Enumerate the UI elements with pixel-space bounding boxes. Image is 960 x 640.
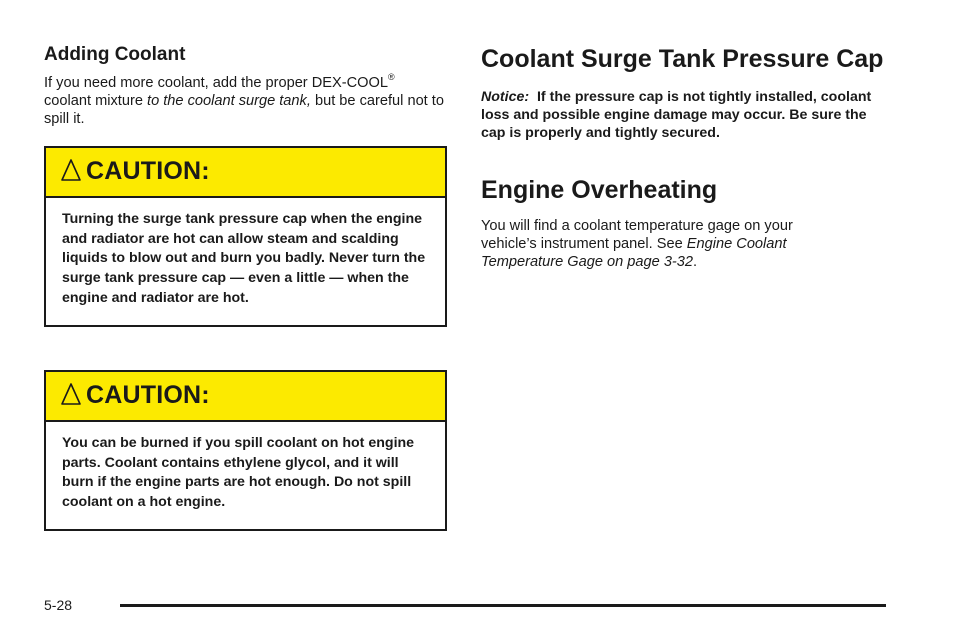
warning-icon bbox=[60, 382, 82, 406]
footer-rule bbox=[120, 604, 886, 607]
caution-title: CAUTION: bbox=[86, 381, 210, 409]
para-italic: to the coolant surge tank, bbox=[147, 93, 311, 109]
para-text: coolant mixture bbox=[44, 93, 148, 109]
registered-mark: ® bbox=[387, 72, 395, 83]
overheating-heading: Engine Overheating bbox=[481, 176, 718, 204]
caution-text: You can be burned if you spill coolant on hot engine parts. Coolant contains ethylene glycol, and it will burn if the engine parts are hot enough. Do not spill coolant on a hot engine. bbox=[62, 435, 415, 511]
surge-tank-heading: Coolant Surge Tank Pressure Cap bbox=[481, 45, 884, 73]
caution-text: Turning the surge tank pressure cap when the engine and radiator are hot can allow steam and scalding liquids to blow out and burn you badly. Never turn the surge tank pressure cap — even a little — when the engine and radiator are hot. bbox=[62, 211, 426, 306]
adding-coolant-heading: Adding Coolant bbox=[44, 44, 186, 65]
caution-box-surge-cap bbox=[44, 146, 447, 327]
caution-band bbox=[46, 372, 445, 422]
gage-reference: Engine Coolant Temperature Gage on page 3-32 bbox=[481, 236, 787, 270]
notice-paragraph bbox=[481, 88, 881, 142]
notice-text: If the pressure cap is not tightly installed, coolant loss and possible engine damage may occur. Be sure the cap is properly and tightly secured. bbox=[481, 89, 872, 141]
caution-band bbox=[46, 148, 445, 198]
warning-icon bbox=[60, 158, 82, 182]
para-text: You will find a coolant temperature gage on your vehicle’s instrument panel. See bbox=[481, 218, 793, 252]
para-text: If you need more coolant, add the proper DEX-COOL bbox=[44, 75, 388, 91]
caution-title: CAUTION: bbox=[86, 157, 210, 185]
para-text: . bbox=[693, 254, 698, 270]
adding-coolant-paragraph bbox=[44, 74, 444, 128]
page-number: 5-28 bbox=[44, 597, 73, 613]
notice-label: Notice: bbox=[481, 89, 530, 105]
overheating-paragraph bbox=[481, 217, 841, 271]
caution-box-spill bbox=[44, 370, 447, 531]
para-text: but be careful not to spill it. bbox=[44, 93, 444, 127]
